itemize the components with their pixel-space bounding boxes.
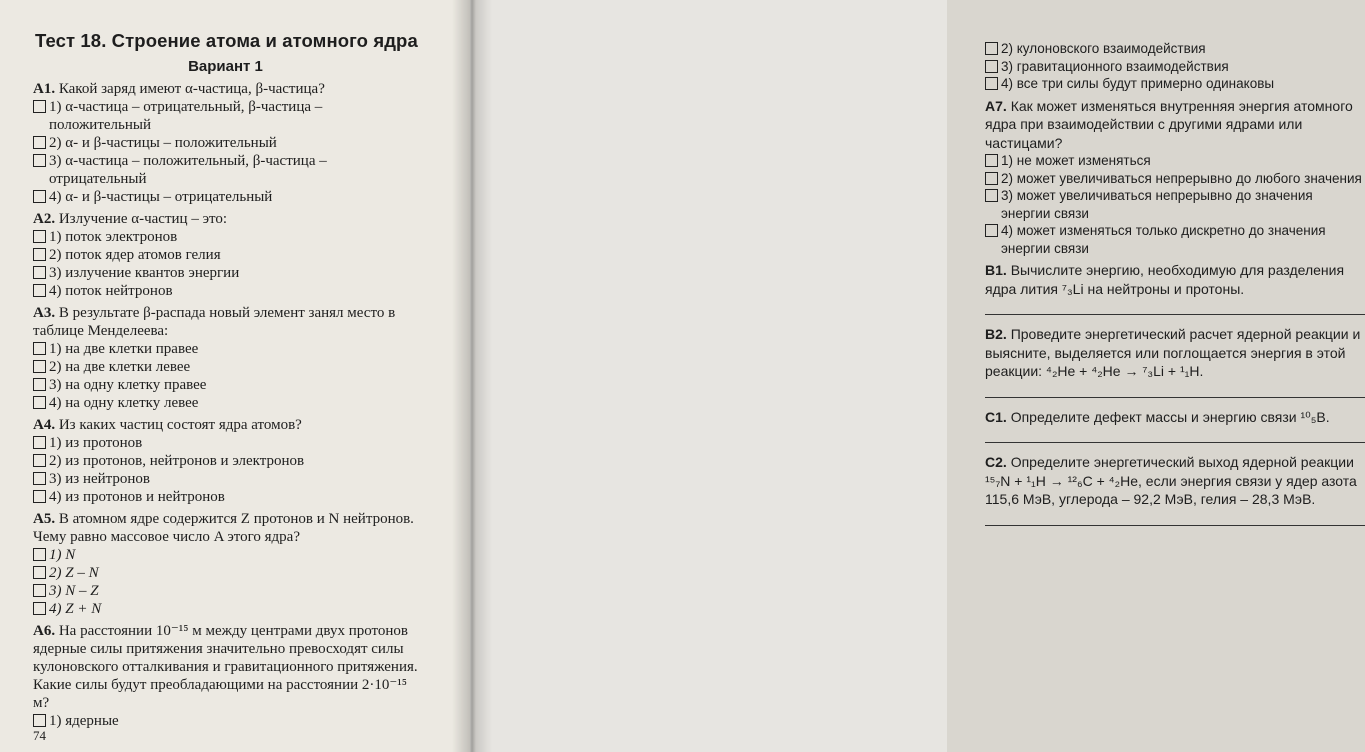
- option-label: 2) кулоновского взаимодействия: [1001, 41, 1206, 56]
- question-number: А3.: [33, 305, 56, 321]
- answer-line[interactable]: [985, 442, 1365, 443]
- question-prompt: Из каких частиц состоят ядра атомов?: [58, 417, 302, 433]
- question-a7: [985, 97, 1365, 258]
- option-label: 2) может увеличиваться непрерывно до любого значения: [1001, 170, 1362, 186]
- checkbox-icon[interactable]: [33, 136, 46, 149]
- answer-option[interactable]: [33, 188, 418, 206]
- option-label: 2) α- и β-частицы – положительный: [49, 135, 277, 151]
- answer-option[interactable]: [33, 152, 418, 188]
- option-label: 3) излучение квантов энергии: [49, 265, 240, 281]
- answer-option[interactable]: [33, 546, 418, 564]
- question-text: [985, 97, 1365, 153]
- page-title: Тест 18. Строение атома и атомного ядра: [35, 30, 418, 51]
- answer-line[interactable]: [985, 525, 1365, 526]
- question-b2: [985, 325, 1365, 398]
- question-text: [33, 210, 418, 228]
- option-label: 4) может изменяться только дискретно до значения энергии связи: [1001, 223, 1326, 256]
- question-b1: [985, 261, 1365, 315]
- answer-option[interactable]: [985, 40, 1365, 58]
- option-label: 3) на одну клетку правее: [49, 377, 207, 393]
- checkbox-icon[interactable]: [985, 60, 998, 73]
- checkbox-icon[interactable]: [985, 189, 998, 202]
- option-label: 2) на две клетки левее: [49, 359, 191, 375]
- answer-option[interactable]: [985, 187, 1365, 222]
- question-c1: [985, 408, 1365, 444]
- question-number: С1.: [985, 408, 1007, 425]
- question-prompt: Вычислите энергию, необходимую для разделения ядра лития ⁷₃Li на нейтроны и протоны.: [985, 262, 1345, 297]
- checkbox-icon[interactable]: [33, 548, 46, 561]
- option-label: 1) не может изменяться: [1001, 153, 1151, 168]
- question-prompt: На расстоянии 10⁻¹⁵ м между центрами двух протонов ядерные силы притяжения значительно превосходят силы кулоновского отталкивания и гравитационного притяжения. Какие силы будут преобладающими на расстоянии 2·10⁻¹⁵ м?: [33, 623, 418, 711]
- option-label: 4) все три силы будут примерно одинаковы: [1001, 76, 1275, 91]
- checkbox-icon[interactable]: [33, 360, 46, 373]
- page-number: 74: [33, 728, 46, 743]
- right-page: [470, 0, 1362, 752]
- option-label: 3) может увеличиваться непрерывно до значения энергии связи: [1001, 188, 1313, 221]
- answer-option[interactable]: [33, 488, 418, 506]
- question-a2: [33, 210, 418, 300]
- question-prompt: Как может изменяться внутренняя энергия атомного ядра при взаимодействии с другими ядрами или частицами?: [985, 97, 1353, 151]
- answer-option[interactable]: [33, 264, 418, 282]
- question-a3: [33, 304, 418, 412]
- question-prompt: Определите энергетический выход ядерной реакции ¹⁵₇N + ¹₁H → ¹²₆C + ⁴₂He, если энергия связи у ядер азота 115,6 МэВ, углерода – 92,2 МэВ, гелия – 28,3 МэВ.: [985, 454, 1357, 507]
- option-label: 1) на две клетки правее: [49, 341, 199, 357]
- answer-line[interactable]: [985, 314, 1365, 315]
- answer-option[interactable]: [985, 75, 1365, 93]
- question-number: А2.: [33, 211, 56, 227]
- option-label: 2) поток ядер атомов гелия: [49, 247, 221, 263]
- question-text: [33, 416, 418, 434]
- checkbox-icon[interactable]: [33, 378, 46, 391]
- option-label: 4) α- и β-частицы – отрицательный: [49, 189, 273, 205]
- checkbox-icon[interactable]: [33, 396, 46, 409]
- answer-option[interactable]: [33, 282, 418, 300]
- option-label: 4) Z + N: [49, 601, 102, 617]
- answer-option[interactable]: [33, 358, 418, 376]
- question-text: [985, 325, 1365, 381]
- answer-option[interactable]: [33, 340, 418, 358]
- question-prompt: Какой заряд имеют α-частица, β-частица?: [58, 81, 325, 97]
- checkbox-icon[interactable]: [985, 224, 998, 237]
- checkbox-icon[interactable]: [33, 248, 46, 261]
- question-prompt: В атомном ядре содержится Z протонов и N нейтронов. Чему равно массовое число A этого ядра?: [33, 511, 414, 545]
- option-label: 3) α-частица – положительный, β-частица – отрицательный: [49, 153, 327, 187]
- answer-option[interactable]: [985, 170, 1365, 188]
- answer-option[interactable]: [33, 564, 418, 582]
- option-label: 3) из нейтронов: [49, 471, 151, 487]
- question-c2: [985, 453, 1365, 526]
- answer-option[interactable]: [33, 394, 418, 412]
- question-number: А6.: [33, 623, 56, 639]
- left-column: [33, 30, 418, 734]
- option-label: 4) из протонов и нейтронов: [49, 489, 225, 505]
- answer-option[interactable]: [33, 452, 418, 470]
- question-a4: [33, 416, 418, 506]
- checkbox-icon[interactable]: [33, 584, 46, 597]
- option-label: 4) поток нейтронов: [49, 283, 173, 299]
- answer-option[interactable]: [33, 376, 418, 394]
- checkbox-icon[interactable]: [33, 154, 46, 167]
- checkbox-icon[interactable]: [985, 154, 998, 167]
- checkbox-icon[interactable]: [985, 42, 998, 55]
- question-text: [33, 510, 418, 546]
- answer-option[interactable]: [33, 582, 418, 600]
- checkbox-icon[interactable]: [33, 602, 46, 615]
- checkbox-icon[interactable]: [33, 490, 46, 503]
- question-prompt: Излучение α-частиц – это:: [58, 211, 228, 227]
- question-prompt: В результате β-распада новый элемент занял место в таблице Менделеева:: [33, 305, 396, 339]
- checkbox-icon[interactable]: [33, 284, 46, 297]
- option-label: 2) Z – N: [49, 565, 99, 581]
- answer-option[interactable]: [33, 712, 418, 730]
- question-a5: [33, 510, 418, 618]
- answer-option[interactable]: [33, 434, 418, 452]
- question-number: А7.: [985, 97, 1007, 114]
- question-text: [33, 622, 418, 712]
- answer-option[interactable]: [33, 228, 418, 246]
- checkbox-icon[interactable]: [33, 266, 46, 279]
- answer-option[interactable]: [985, 152, 1365, 170]
- option-label: 1) ядерные: [49, 713, 119, 729]
- option-label: 4) на одну клетку левее: [49, 395, 199, 411]
- checkbox-icon[interactable]: [33, 472, 46, 485]
- checkbox-icon[interactable]: [33, 714, 46, 727]
- option-label: 3) гравитационного взаимодействия: [1001, 58, 1229, 74]
- question-number: А1.: [33, 81, 56, 97]
- answer-option[interactable]: [985, 58, 1365, 76]
- question-text: [985, 408, 1365, 427]
- checkbox-icon[interactable]: [33, 230, 46, 243]
- answer-option[interactable]: [33, 134, 418, 152]
- question-number: А4.: [33, 417, 56, 433]
- question-text: [33, 80, 418, 98]
- question-number: В2.: [985, 326, 1007, 342]
- question-prompt: Определите дефект массы и энергию связи ¹⁰₅B.: [1010, 408, 1330, 425]
- checkbox-icon[interactable]: [33, 190, 46, 203]
- checkbox-icon[interactable]: [33, 100, 46, 113]
- checkbox-icon[interactable]: [985, 172, 998, 185]
- checkbox-icon[interactable]: [33, 454, 46, 467]
- variant-heading: Вариант 1: [188, 58, 263, 75]
- question-text: [33, 304, 418, 340]
- question-number: А5.: [33, 511, 56, 527]
- question-text: [985, 453, 1365, 509]
- option-label: 3) N – Z: [49, 583, 99, 599]
- question-prompt: Проведите энергетический расчет ядерной реакции и выясните, выделяется или поглощается энергия в этой реакции: ⁴₂He + ⁴₂He → ⁷₃Li + ¹₁H.: [985, 326, 1361, 379]
- option-label: 1) поток электронов: [49, 229, 178, 245]
- checkbox-icon[interactable]: [33, 566, 46, 579]
- question-number: С2.: [985, 454, 1007, 470]
- option-label: 2) из протонов, нейтронов и электронов: [49, 453, 305, 469]
- answer-option[interactable]: [33, 600, 418, 618]
- answer-option[interactable]: [33, 246, 418, 264]
- right-column: [985, 40, 1365, 536]
- checkbox-icon[interactable]: [33, 436, 46, 449]
- option-label: 1) из протонов: [49, 435, 143, 451]
- checkbox-icon[interactable]: [33, 342, 46, 355]
- answer-option[interactable]: [33, 98, 418, 134]
- answer-line[interactable]: [985, 397, 1365, 398]
- left-page: [0, 0, 470, 752]
- option-label: 1) N: [49, 547, 76, 563]
- answer-option[interactable]: [985, 222, 1365, 257]
- question-a6: [33, 622, 418, 730]
- checkbox-icon[interactable]: [985, 77, 998, 90]
- answer-option[interactable]: [33, 470, 418, 488]
- question-a1: [33, 80, 418, 206]
- option-label: 1) α-частица – отрицательный, β-частица – положительный: [49, 99, 323, 133]
- question-a6-continued: [985, 40, 1365, 93]
- question-text: [985, 261, 1365, 298]
- question-number: В1.: [985, 262, 1007, 278]
